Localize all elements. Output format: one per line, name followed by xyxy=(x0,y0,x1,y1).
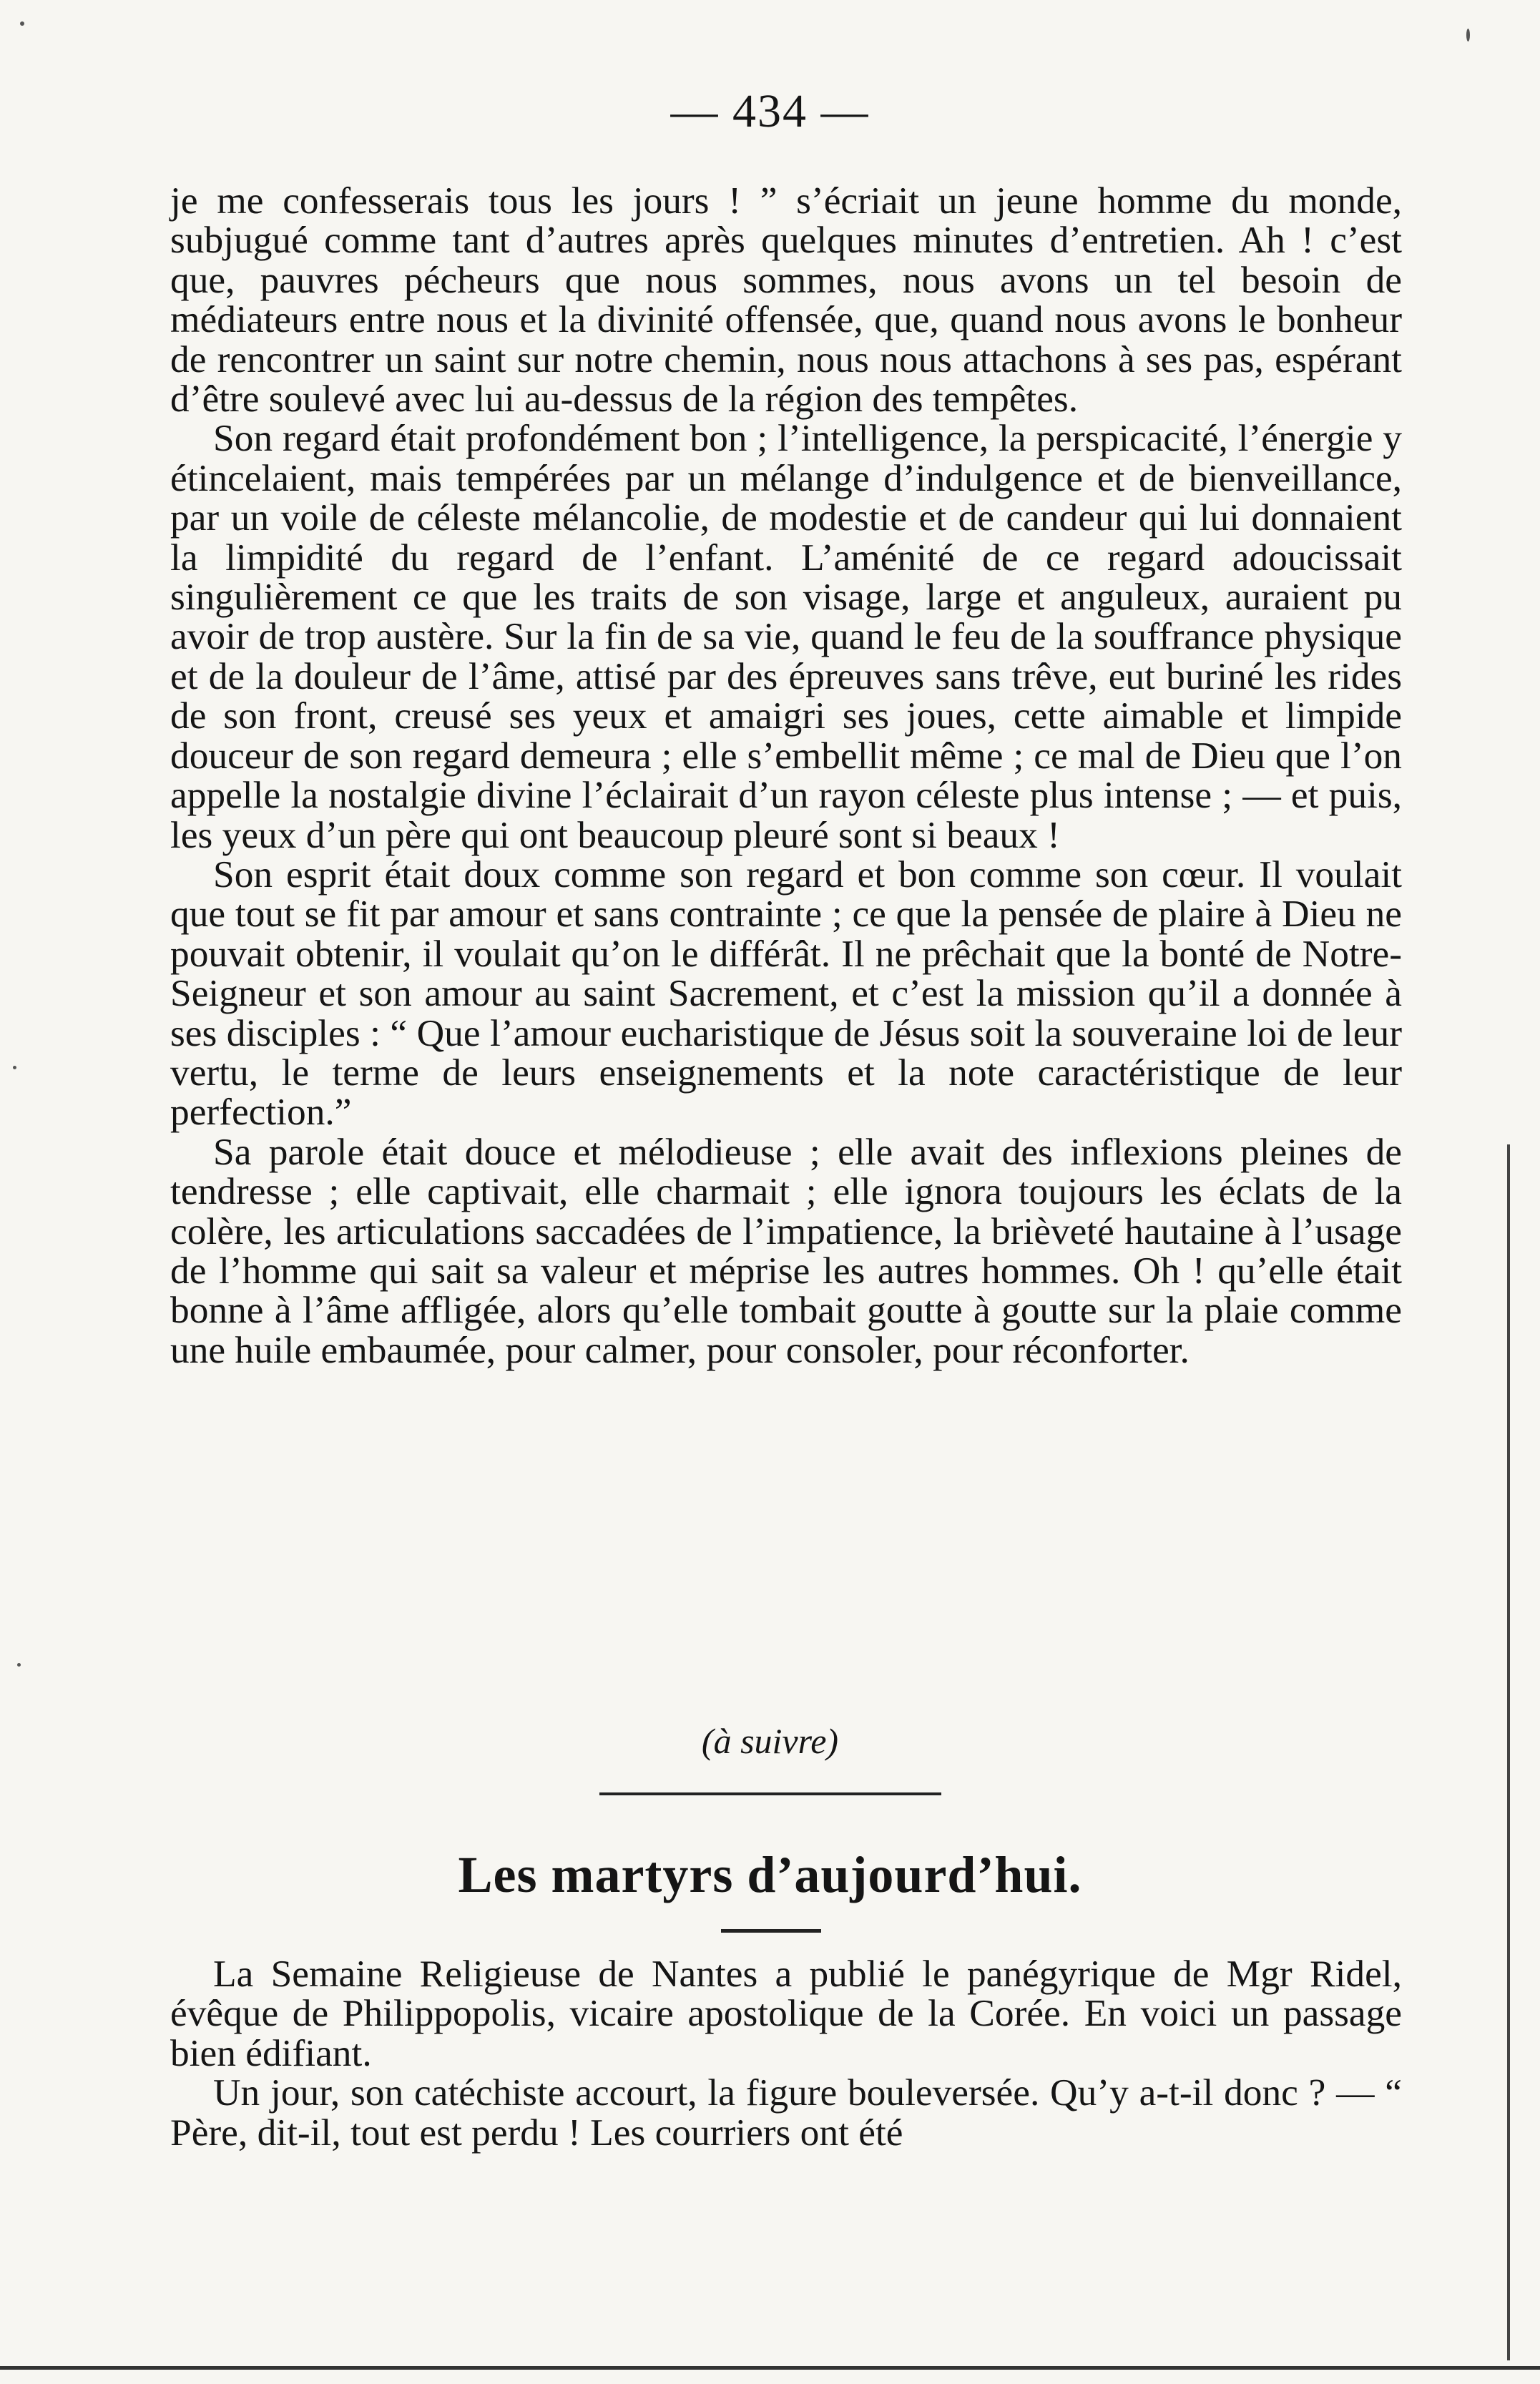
paragraph: La Semaine Religieuse de Nantes a publié le panégyrique de Mgr Ridel, évêque de Philippopolis, vicaire apostolique de la Corée. En voici un passage bien édifiant. xyxy=(170,1952,1402,2074)
scan-speck xyxy=(13,1066,16,1069)
paragraph: Son regard était profondément bon ; l’intelligence, la perspicacité, l’énergie y étincelaient, mais tempérées par un mélange d’indulgence et de bienveillance, par un voile de céleste mélancolie, de modestie et de candeur qui lui donnaient la limpidité du regard de l’enfant. L’aménité de ce regard adoucissait singulièrement ce que les traits de son visage, large et anguleux, auraient pu avoir de trop austère. Sur la fin de sa vie, quand le feu de la souffrance physique et de la douleur de l’âme, attisé par des épreuves sans trêve, eut buriné les rides de son front, creusé ses yeux et amaigri ses joues, cette aimable et limpide douceur de son regard demeura ; elle s’embellit même ; ce mal de Dieu que l’on appelle la nostalgie divine l’éclairait d’un rayon céleste plus intense ; — et puis, les yeux d’un père qui ont beaucoup pleuré sont si beaux ! xyxy=(170,416,1402,856)
page-number: — 434 — xyxy=(670,85,870,137)
paragraph: Sa parole était douce et mélodieuse ; elle avait des inflexions pleines de tendresse ; elle captivait, elle charmait ; elle ignora toujours les éclats de la colère, les articulations saccadées de l’impatience, la brièveté hautaine à l’usage de l’homme qui sait sa valeur et méprise les autres hommes. Oh ! qu’elle était bonne à l’âme affligée, alors qu’elle tombait goutte à goutte sur la plaie comme une huile embaumée, pour calmer, pour consoler, pour réconforter. xyxy=(170,1129,1402,1371)
section-divider xyxy=(599,1792,941,1795)
scan-speck xyxy=(1466,29,1470,41)
paragraph: Un jour, son catéchiste accourt, la figure bouleversée. Qu’y a-t-il donc ? — “ Père, dit-il, tout est perdu ! Les courriers ont été xyxy=(170,2071,1402,2154)
scan-edge-mark xyxy=(1507,1144,1510,2360)
title-underline xyxy=(721,1929,821,1933)
section-title: Les martyrs d’aujourd’hui. xyxy=(458,1846,1082,1903)
body-text-top xyxy=(170,181,1402,1370)
paragraph: Son esprit était doux comme son regard et bon comme son cœur. Il voulait que tout se fit par amour et sans contrainte ; ce que la pensée de plaire à Dieu ne pouvait obtenir, il voulait qu’on le différât. Il ne prêchait que la bonté de Notre-Seigneur et son amour au saint Sacrement, et c’est la mission qu’il a donnée à ses disciples : “ Que l’amour eucharistique de Jésus soit la souveraine loi de leur vertu, le terme de leurs enseignements et la note caractéristique de leur perfection.” xyxy=(170,852,1402,1134)
scan-speck xyxy=(17,1663,21,1667)
scan-bottom-edge xyxy=(0,2366,1540,2370)
body-text-bottom xyxy=(170,1954,1402,2152)
scan-speck xyxy=(20,21,24,26)
to-be-continued-note: (à suivre) xyxy=(701,1721,839,1761)
paragraph: je me confesserais tous les jours ! ” s’écriait un jeune homme du monde, subjugué comme tant d’autres après quelques minutes d’entretien. Ah ! c’est que, pauvres pécheurs que nous sommes, nous avons un tel besoin de médiateurs entre nous et la divinité offensée, que, quand nous avons le bonheur de rencontrer un saint sur notre chemin, nous nous attachons à ses pas, espérant d’être soulevé avec lui au-dessus de la région des tempêtes. xyxy=(170,179,1402,421)
